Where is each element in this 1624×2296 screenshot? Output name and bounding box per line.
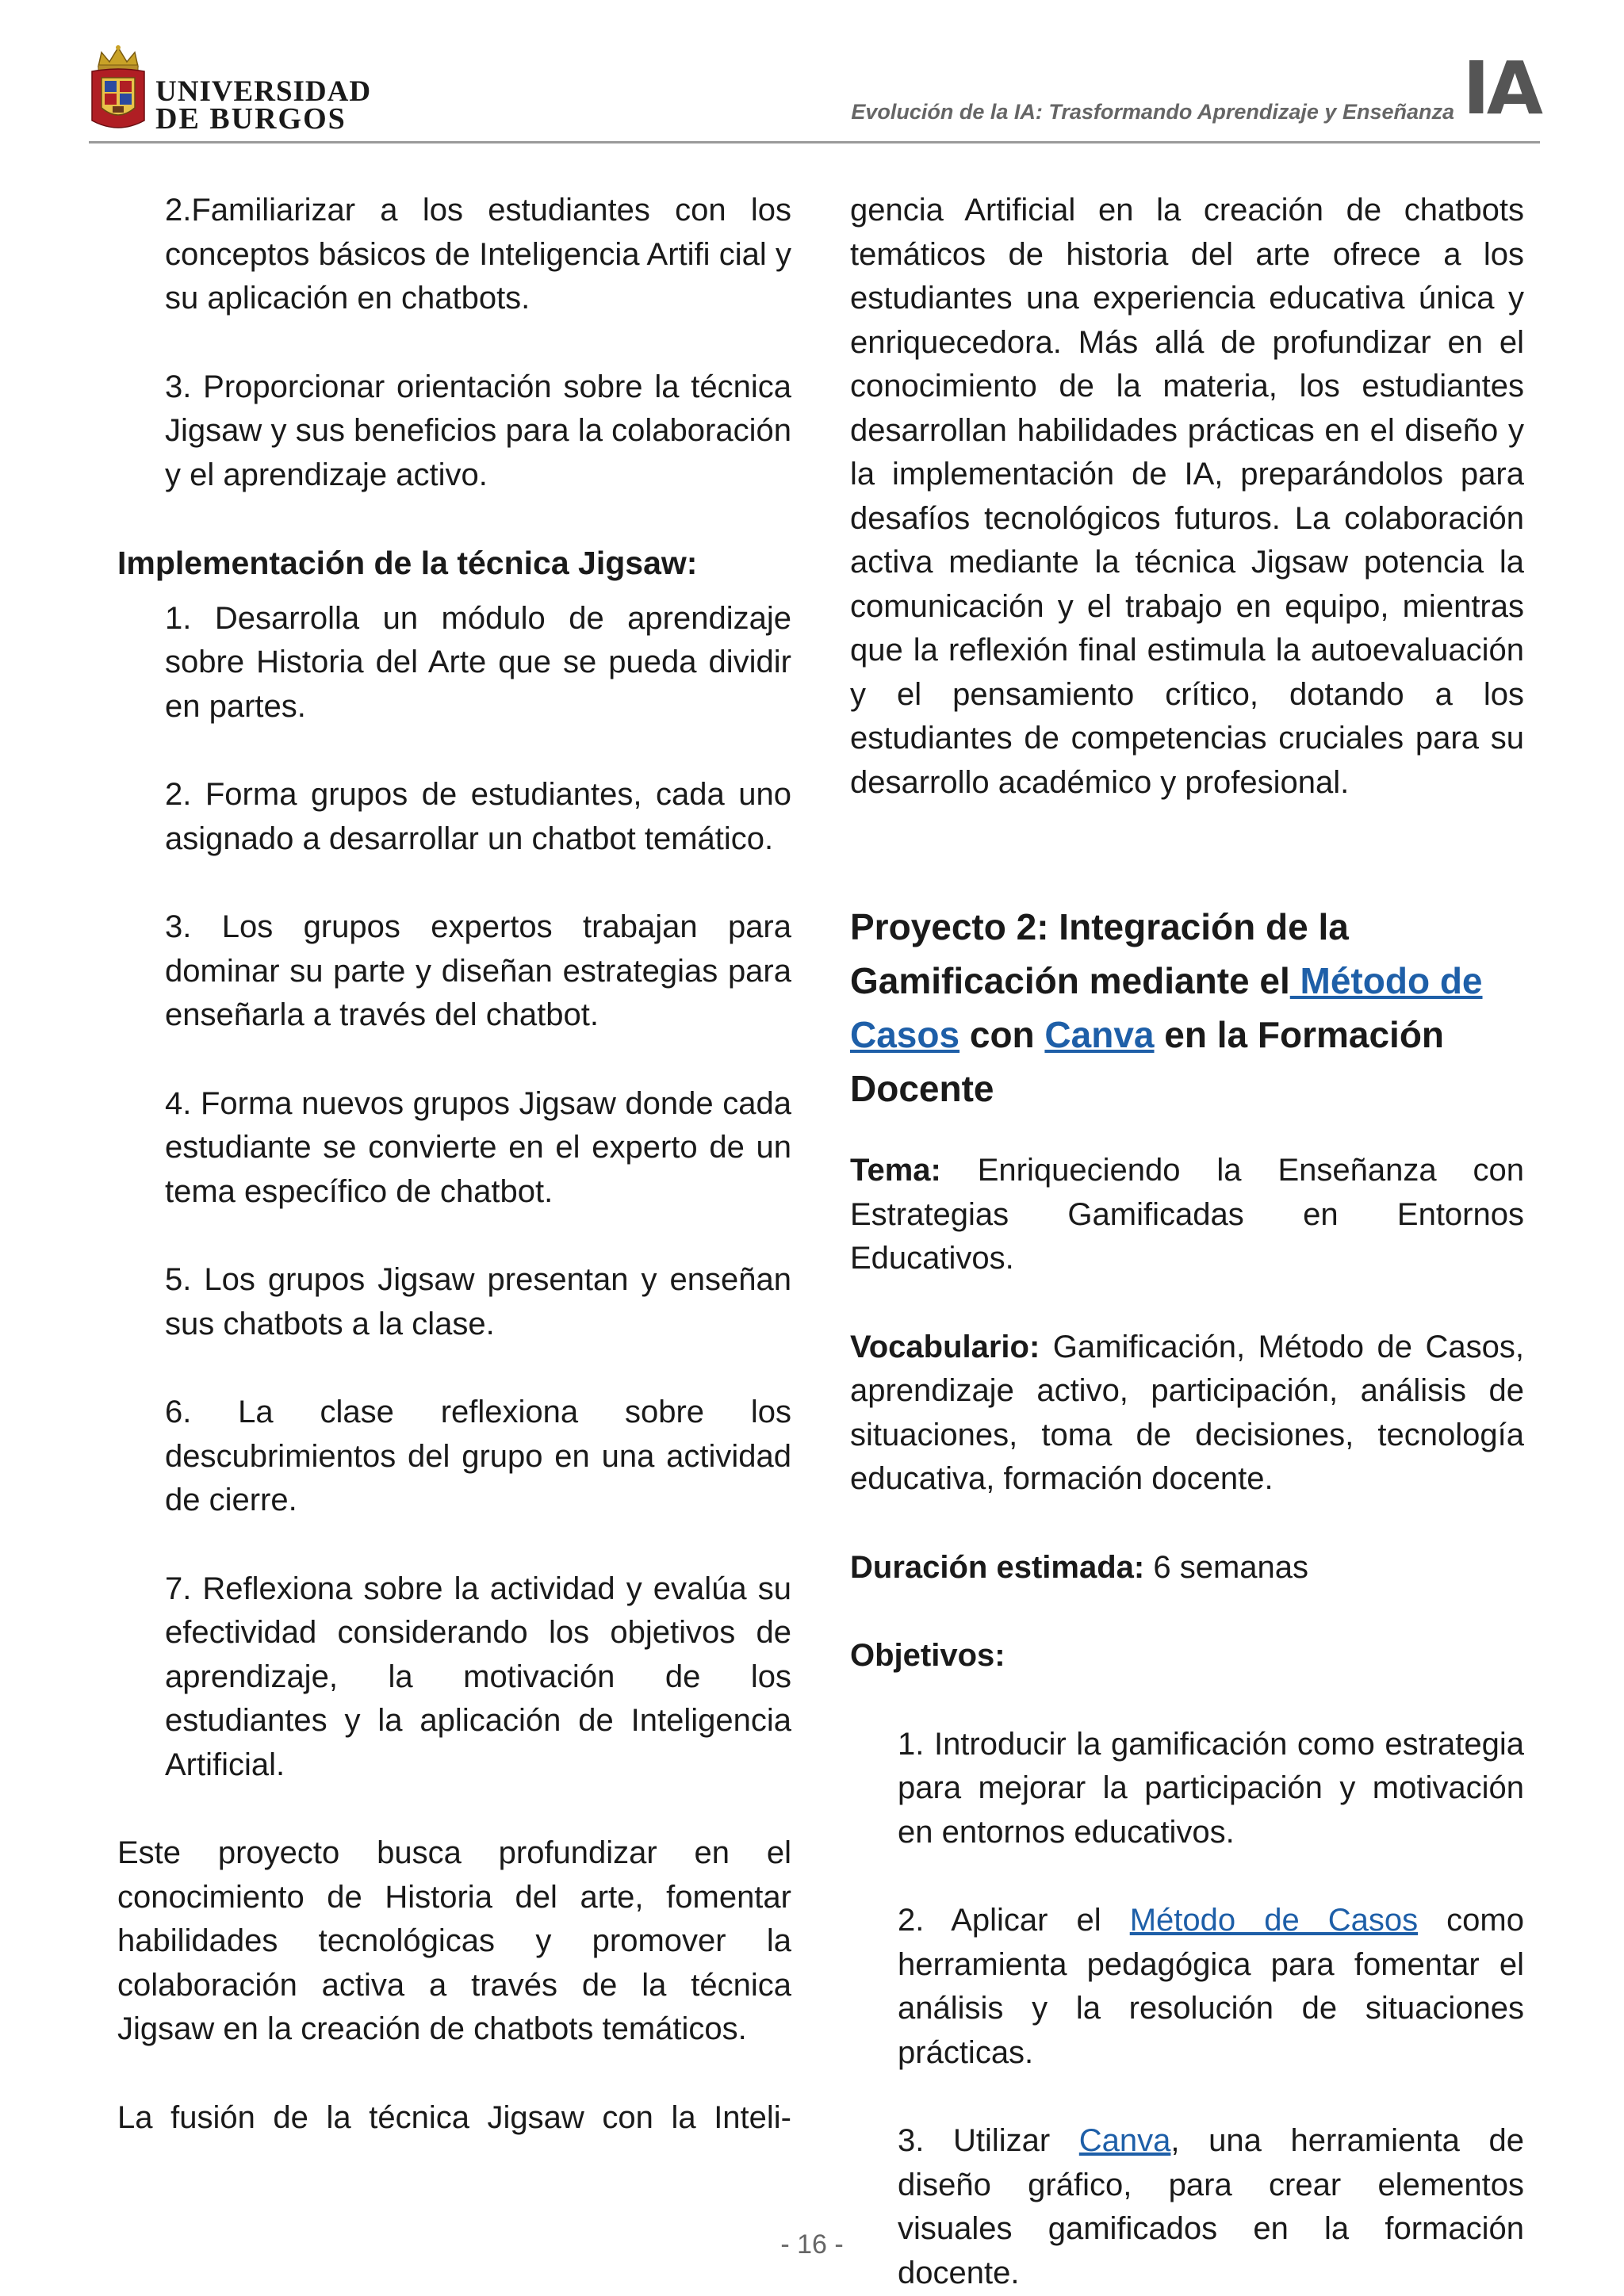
step-7: 7. Reflexiona sobre la actividad y evalúa su efectividad considerando los objetivos de aprendizaje, la motivación de los estudiantes y la aplicación de Inteligencia Artificial. [165, 1571, 791, 1782]
objective-3-text-a: 3. Utilizar [898, 2123, 1079, 2158]
duracion-paragraph [850, 1546, 1524, 1590]
project2-objective-2 [850, 1899, 1524, 2075]
canva-inline-link[interactable]: Canva [1078, 2123, 1171, 2158]
project2-objective-3 [850, 2119, 1524, 2295]
project-2-heading [850, 900, 1524, 1115]
page-number: - 16 - [780, 2229, 844, 2260]
step-2: 2. Forma grupos de estudiantes, cada uno asignado a desarrollar un chatbot temático. [165, 777, 791, 856]
tema-value: Enriqueciendo la Enseñanza con Estrategias Gamificadas en Entornos Educativos. [850, 1153, 1524, 1276]
page-header [89, 41, 1540, 143]
section-heading-jigsaw: Implementación de la técnica Jigsaw: [117, 545, 698, 581]
step-1: 1. Desarrolla un módulo de aprendizaje sobre Historia del Arte que se pueda dividir en partes. [165, 600, 791, 724]
university-name-line2: DE BURGOS [155, 102, 347, 136]
objetivos-heading: Objetivos: [850, 1638, 1005, 1673]
step-3: 3. Los grupos expertos trabajan para dominar su parte y diseñan estrategias para enseñarla a través del chatbot. [165, 909, 791, 1032]
tema-label: Tema: [850, 1153, 941, 1188]
university-name-line1: UNIVERSIDAD [155, 75, 372, 108]
project-heading-part2: con [959, 1014, 1045, 1055]
university-logo [89, 41, 438, 138]
objective-2-text-b: como herramienta pedagógica para fomentar el análisis y la resolución de situaciones prácticas. [898, 1903, 1524, 2070]
objective-2: 2.Familiarizar a los estudiantes con los conceptos básicos de Inteligencia Artifi cial y su aplicación en chatbots. [165, 193, 791, 316]
duracion-value: 6 semanas [1144, 1549, 1308, 1585]
left-column [117, 189, 791, 2140]
vocabulario-label: Vocabulario: [850, 1329, 1040, 1364]
ia-badge: IA [1462, 46, 1540, 131]
summary-paragraph: Este proyecto busca profundizar en el conocimiento de Historia del arte, fomentar habilidades tecnológicas y promover la colaboración activa a través de la técnica Jigsaw en la creación de chatbots temáticos. [117, 1835, 791, 2046]
header-divider [89, 141, 1540, 144]
vocabulario-paragraph [850, 1326, 1524, 1502]
objective-2-text-a: 2. Aplicar el [898, 1903, 1130, 1938]
duracion-label: Duración estimada: [850, 1549, 1145, 1585]
step-4: 4. Forma nuevos grupos Jigsaw donde cada estudiante se convierte en el experto de un tema específico de chatbot. [165, 1085, 791, 1209]
step-6: 6. La clase reflexiona sobre los descubrimientos del grupo en una actividad de cierre. [165, 1395, 791, 1517]
project-heading-part1: Proyecto 2: Integración de la Gamificación mediante el [850, 906, 1349, 1001]
fusion-paragraph-continued: gencia Artificial en la creación de chatbots temáticos de historia del arte ofrece a los estudiantes una experiencia educativa única y enriquecedora. Más allá de profundizar en el conocimiento de la materia, los estudiantes desarrollan habilidades prácticas en el diseño y la implementación de IA, preparándolos para desafíos tecnológicos futuros. La colaboración activa mediante la técnica Jigsaw potencia la comunicación y el trabajo en equipo, mientras que la reflexión final estimula la autoevaluación y el pensamiento crítico, dotando a los estudiantes de competencias cruciales para su desarrollo académico y profesional. [850, 193, 1524, 800]
objective-3: 3. Proporcionar orientación sobre la técnica Jigsaw y sus beneficios para la colaboración y el aprendizaje activo. [165, 369, 791, 492]
canva-link[interactable]: Canva [1044, 1014, 1155, 1055]
document-title: Evolución de la IA: Trasformando Aprendizaje y Enseñanza [851, 100, 1454, 124]
objective-3-text-b: , una herramienta de diseño gráfico, para crear elementos visuales gamificados en la formación docente. [898, 2123, 1525, 2290]
metodo-de-casos-link[interactable]: Método de Casos [850, 960, 1483, 1055]
fusion-paragraph-start: La fusión de la técnica Jigsaw con la Inteli- [117, 2099, 791, 2135]
tema-paragraph [850, 1149, 1524, 1281]
vocabulario-value: Gamificación, Método de Casos, aprendizaje activo, participación, análisis de situaciones, toma de decisiones, tecnología educativa, formación docente. [850, 1329, 1524, 1496]
right-column [850, 189, 1524, 2295]
project2-objective-1: 1. Introducir la gamificación como estrategia para mejorar la participación y motivación en entornos educativos. [898, 1726, 1524, 1850]
crest-icon [89, 43, 147, 136]
project-heading-part3: en la Formación Docente [850, 1014, 1445, 1109]
metodo-de-casos-inline-link[interactable]: Método de Casos [1129, 1903, 1419, 1938]
step-5: 5. Los grupos Jigsaw presentan y enseñan sus chatbots a la clase. [165, 1262, 791, 1341]
